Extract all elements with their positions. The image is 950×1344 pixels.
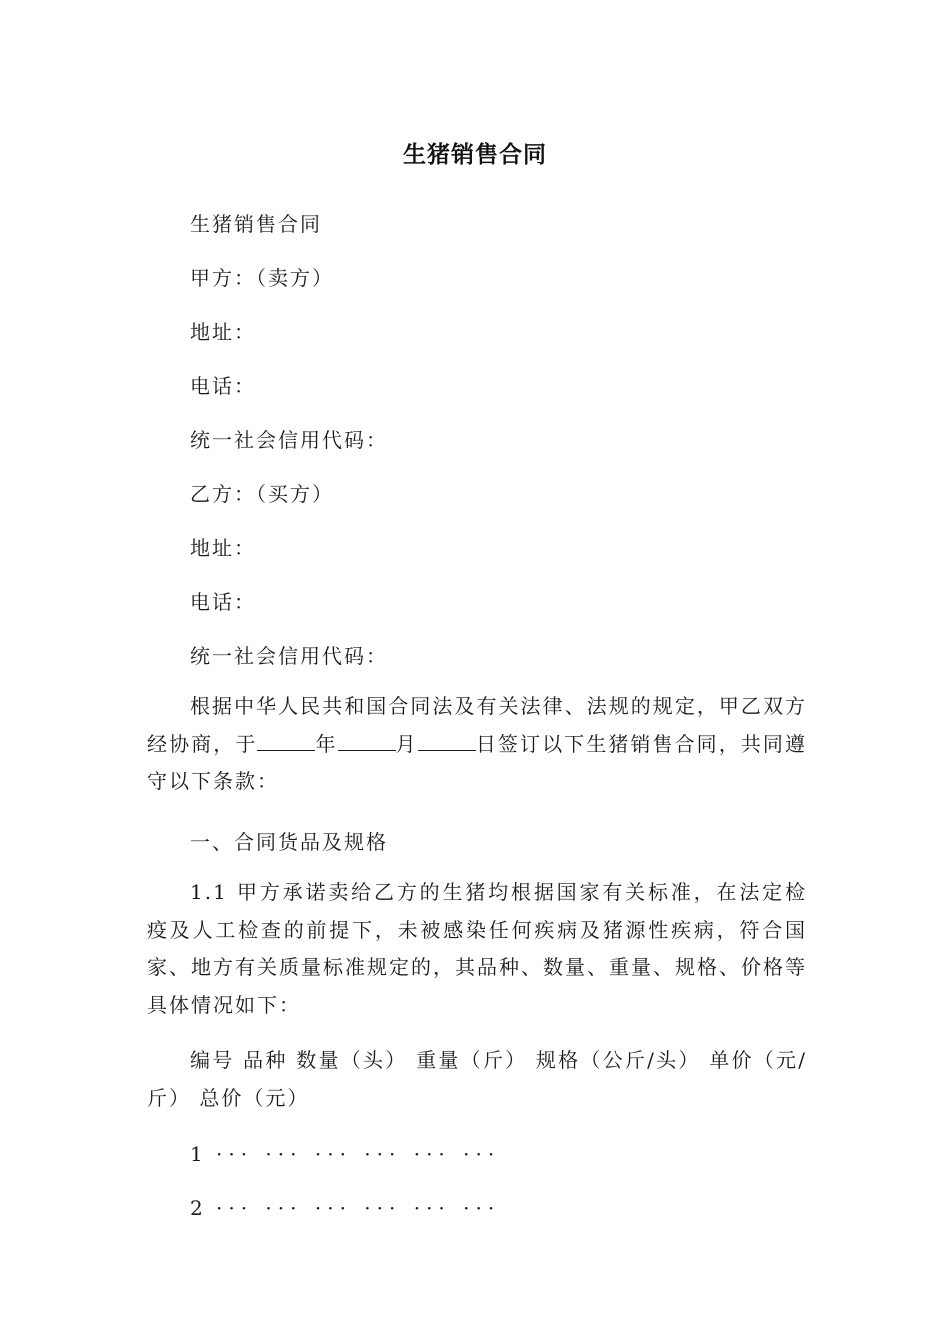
table-header: 编号 品种 数量（头） 重量（斤） 规格（公斤/头） 单价（元/斤） 总价（元） [147,1048,807,1110]
credit-code-a-line: 统一社会信用代码： [190,428,388,452]
row-dots: ··· ··· ··· ··· ··· ··· [216,1142,501,1166]
month-blank [338,728,396,751]
day-blank [418,728,476,751]
row-number: 1 [190,1142,203,1166]
phone-b-line: 电话： [190,590,256,614]
subtitle-line: 生猪销售合同 [190,212,322,236]
document-title: 生猪销售合同 [403,142,547,168]
table-row [190,1142,500,1166]
preamble-text-2: 日签订以下生猪销售合同，共同遵守以下条款： [147,731,808,793]
preamble-paragraph [147,688,807,801]
table-row [190,1196,500,1220]
row-dots: ··· ··· ··· ··· ··· ··· [216,1196,501,1220]
party-a-line: 甲方：（卖方） [190,266,334,290]
party-b-line: 乙方：（买方） [190,482,334,506]
address-a-line: 地址： [190,320,256,344]
phone-a-line: 电话： [190,374,256,398]
clause-1-1: 1.1 甲方承诺卖给乙方的生猪均根据国家有关标准，在法定检疫及人工检查的前提下，未被感染任何疾病及猪源性疾病，符合国家、地方有关质量标准规定的，其品种、数量、重量、规格、价格等具体情况如下： [147,880,807,1017]
year-blank [257,728,315,751]
address-b-line: 地址： [190,536,256,560]
section-1-heading: 一、合同货品及规格 [190,830,388,854]
preamble-month: 月 [395,731,418,756]
credit-code-b-line: 统一社会信用代码： [190,644,388,668]
preamble-text-1: 根据中华人民共和国合同法及有关法律、法规的规定，甲乙双方经协商，于 [147,694,807,756]
row-number: 2 [190,1196,203,1220]
preamble-year: 年 [315,731,338,756]
